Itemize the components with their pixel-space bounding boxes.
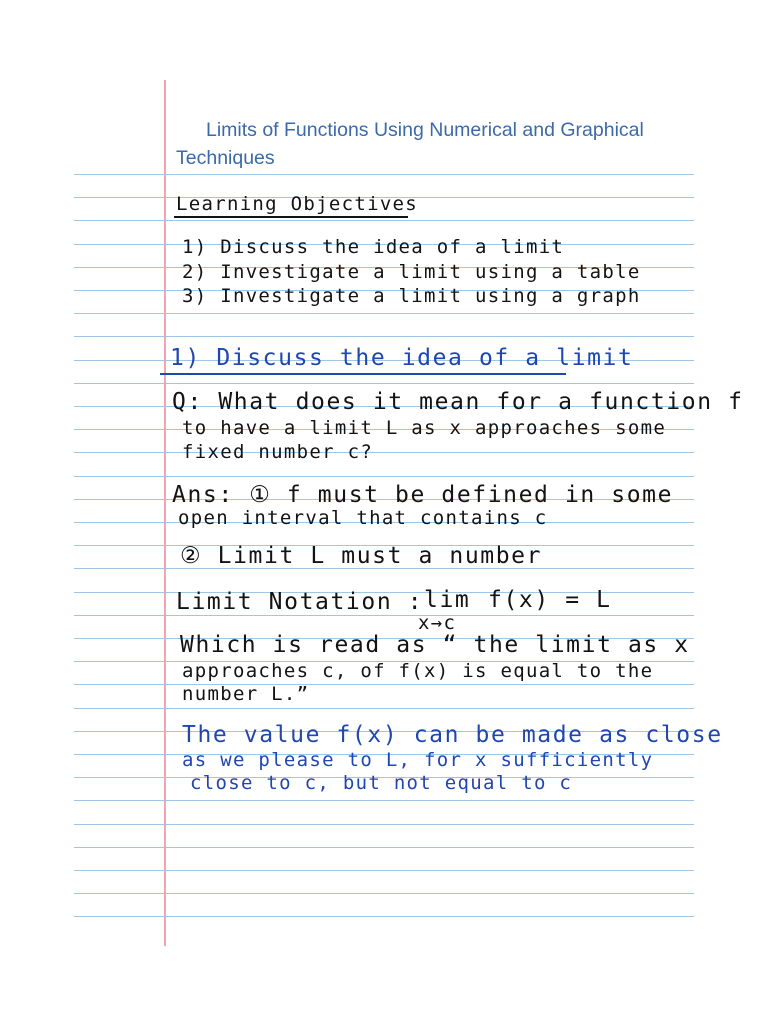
ruled-line: [74, 615, 694, 616]
notation-expression: f(x) = L: [488, 587, 612, 613]
notation-subscript: x→c: [418, 612, 457, 634]
section-heading: 1) Discuss the idea of a limit: [170, 345, 634, 371]
ruled-line: [74, 476, 694, 477]
objective-item-2: 2) Investigate a limit using a table: [182, 261, 641, 283]
question-line-3: fixed number c?: [182, 441, 374, 463]
ruled-line: [74, 893, 694, 894]
definition-line-3: close to c, but not equal to c: [190, 772, 573, 794]
ruled-line: [74, 174, 694, 175]
objective-item-3: 3) Investigate a limit using a graph: [182, 285, 641, 307]
ruled-line: [74, 684, 694, 685]
answer-line-1: Ans: ① f must be defined in some: [172, 482, 674, 508]
heading-underline: [174, 216, 408, 218]
ruled-line: [74, 824, 694, 825]
notation-lim: lim: [424, 587, 471, 613]
section-heading-underline: [160, 373, 566, 375]
answer-line-3: ② Limit L must a number: [180, 543, 543, 569]
ruled-line: [74, 383, 694, 384]
ruled-line: [74, 847, 694, 848]
notation-label: Limit Notation :: [176, 589, 424, 615]
ruled-line: [74, 220, 694, 221]
margin-line: [164, 80, 166, 946]
definition-line-2: as we please to L, for x sufficiently: [182, 749, 654, 771]
definition-line-1: The value f(x) can be made as close: [182, 722, 723, 748]
ruled-line: [74, 708, 694, 709]
objective-item-1: 1) Discuss the idea of a limit: [182, 236, 565, 258]
read-as-line-1: Which is read as “ the limit as x: [180, 632, 690, 658]
ruled-line: [74, 313, 694, 314]
ruled-line: [74, 336, 694, 337]
question-line-1: Q: What does it mean for a function f: [172, 389, 744, 415]
read-as-line-2: approaches c, of f(x) is equal to the: [182, 660, 654, 682]
answer-line-2: open interval that contains c: [178, 507, 548, 529]
question-line-2: to have a limit L as x approaches some: [182, 417, 667, 439]
ruled-line: [74, 870, 694, 871]
read-as-line-3: number L.”: [182, 683, 310, 705]
page-title: Limits of Functions Using Numerical and Graphical Techniques: [176, 119, 644, 169]
ruled-line: [74, 916, 694, 917]
learning-objectives-heading: Learning Objectives: [176, 193, 419, 215]
ruled-line: [74, 800, 694, 801]
ruled-line: [74, 452, 694, 453]
